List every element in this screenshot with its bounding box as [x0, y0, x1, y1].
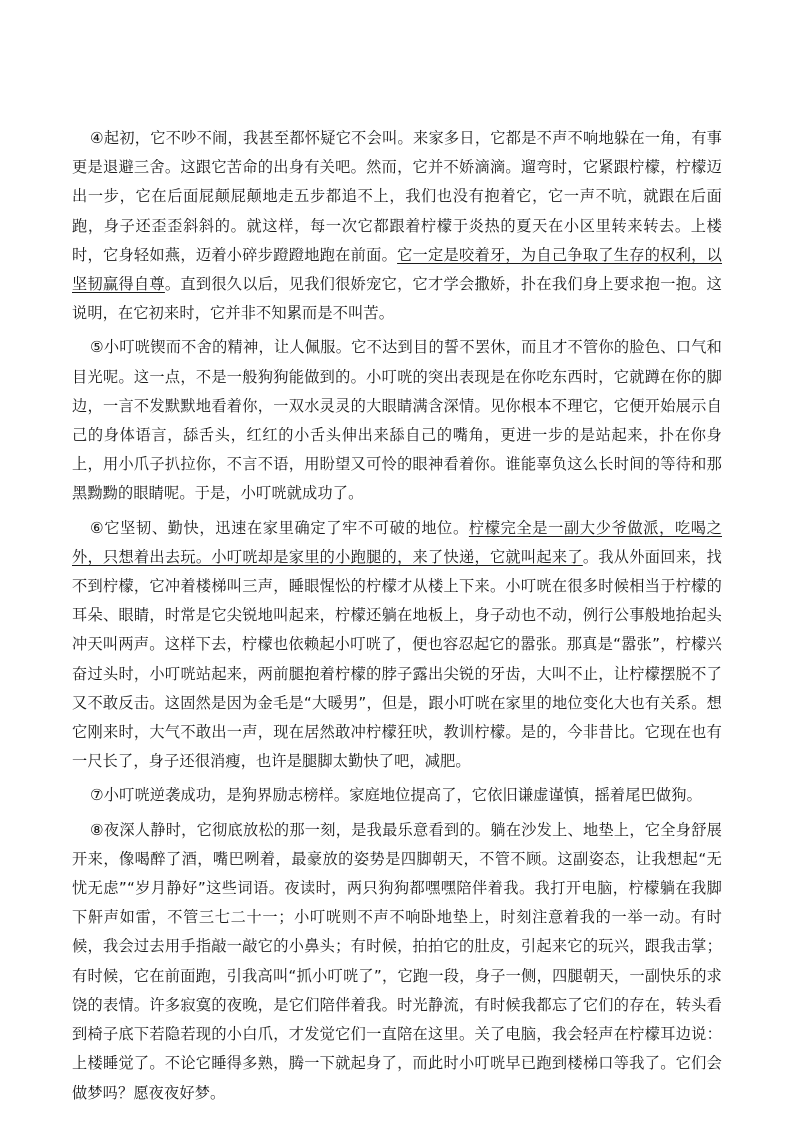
paragraph-7-text: ⑦小叮咣逆袭成功，是狗界励志榜样。家庭地位提高了，它依旧谦虚谨慎，摇着尾巴做狗。	[90, 786, 702, 805]
paragraph-5-text: ⑤小叮咣锲而不舍的精神，让人佩服。它不达到目的誓不罢休，而且才不管你的脸色、口气和目光呢。这一点，不是一般狗狗能做到的。小叮咣的突出表现是在你吃东西时，它就蹲在你的脚边，一言不发默默地看着你，一双水灵灵的大眼睛满含深情。见你根本不理它，它便开始展示自己的身体语言，舔舌头，红红的小舌头伸出来舔自己的嘴角，更进一步的是站起来，扑在你身上，用小爪子扒拉你，不言不语，用盼望又可怜的眼神看着你。谁能辜负这么长时间的等待和那黑黝黝的眼睛呢。于是，小叮咣就成功了。	[72, 338, 722, 503]
paragraph-6-segment-3: 。我从外面回来，找不到柠檬，它冲着楼梯叫三声，睡眼惺忪的柠檬才从楼上下来。小叮咣在很多时候相当于柠檬的耳朵、眼睛，时常是它尖锐地叫起来，柠檬还躺在地板上，身子动也不动，例行公事般地抬起头冲天叫两声。这样下去，柠檬也依赖起小叮咣了，便也容忍起它的嚣张。那真是“嚣张”，柠檬兴奋过头时，小叮咣站起来，两前腿抱着柠檬的脖子露出尖锐的牙齿，大叫不止，让柠檬摆脱不了又不敢反击。这固然是因为金毛是“大暖男”，但是，跟小叮咣在家里的地位变化大也有关系。想它刚来时，大气不敢出一声，现在居然敢冲柠檬狂吠，教训柠檬。是的，今非昔比。它现在也有一尺长了，身子还很消瘦，也许是腿脚太勤快了吧，减肥。	[72, 547, 723, 771]
paragraph-4	[72, 124, 722, 328]
paragraph-6-underlined-sentence: 柠檬完全是一副大少爷做派，吃喝之外，只想着出去玩。小叮咣却是家里的小跑腿的，来了快递，它就叫起来了	[72, 518, 722, 566]
paragraph-8-text: ⑧夜深人静时，它彻底放松的那一刻，是我最乐意看到的。躺在沙发上、地垫上，它全身舒展开来，像喝醉了酒，嘴巴咧着，最豪放的姿势是四脚朝天，不管不顾。这副姿态，让我想起“无忧无虑”“岁月静好”这些词语。夜读时，两只狗狗都嘿嘿陪伴着我。我打开电脑，柠檬躺在我脚下鼾声如雷，不管三七二十一；小叮咣则不声不响卧地垫上，时刻注意着我的一举一动。有时候，我会过去用手指敲一敲它的小鼻头；有时候，拍拍它的肚皮，引起来它的玩兴，跟我击掌；有时候，它在前面跑，引我高叫“抓小叮咣了”，它跑一段，身子一侧，四腿朝天，一副快乐的求饶的表情。许多寂寞的夜晚，是它们陪伴着我。时光静流，有时候我都忘了它们的存在，转头看到椅子底下若隐若现的小白爪，才发觉它们一直陪在这里。关了电脑，我会轻声在柠檬耳边说：上楼睡觉了。不论它睡得多熟，腾一下就起身了，而此时小叮咣早已跑到楼梯口等我了。它们会做梦吗？愿夜夜好梦。	[72, 820, 722, 1102]
paragraph-4-segment-3: 。直到很久以后，见我们很娇宠它，它才学会撒娇，扑在我们身上要求抱一抱。这说明，在它初来时，它并非不知累而是不叫苦。	[72, 275, 723, 323]
paragraph-4-segment-1: ④起初，它不吵不闹，我甚至都怀疑它不会叫。来家多日，它都是不声不响地躲在一角，有事更是退避三舍。这跟它苦命的出身有关吧。然而，它并不娇滴滴。遛弯时，它紧跟柠檬，柠檬迈出一步，它在后面屁颠屁颠地走五步都追不上，我们也没有抱着它，它一声不吭，就跟在后面跑，身子还歪歪斜斜的。就这样，每一次它都跟着柠檬于炎热的夏天在小区里转来转去。上楼时，它身轻如燕，迈着小碎步蹬蹬地跑在前面。	[72, 129, 722, 264]
paragraph-5	[72, 333, 722, 508]
paragraph-8	[72, 816, 722, 1108]
paragraph-6-segment-1: ⑥它坚韧、勤快，迅速在家里确定了牢不可破的地位。	[90, 518, 469, 537]
paragraph-4-underlined-sentence: 它一定是咬着牙，为自己争取了生存的权利，以坚韧赢得自尊	[72, 245, 723, 294]
article-body	[72, 124, 722, 1113]
paragraph-7	[72, 781, 722, 810]
paragraph-6	[72, 514, 722, 777]
